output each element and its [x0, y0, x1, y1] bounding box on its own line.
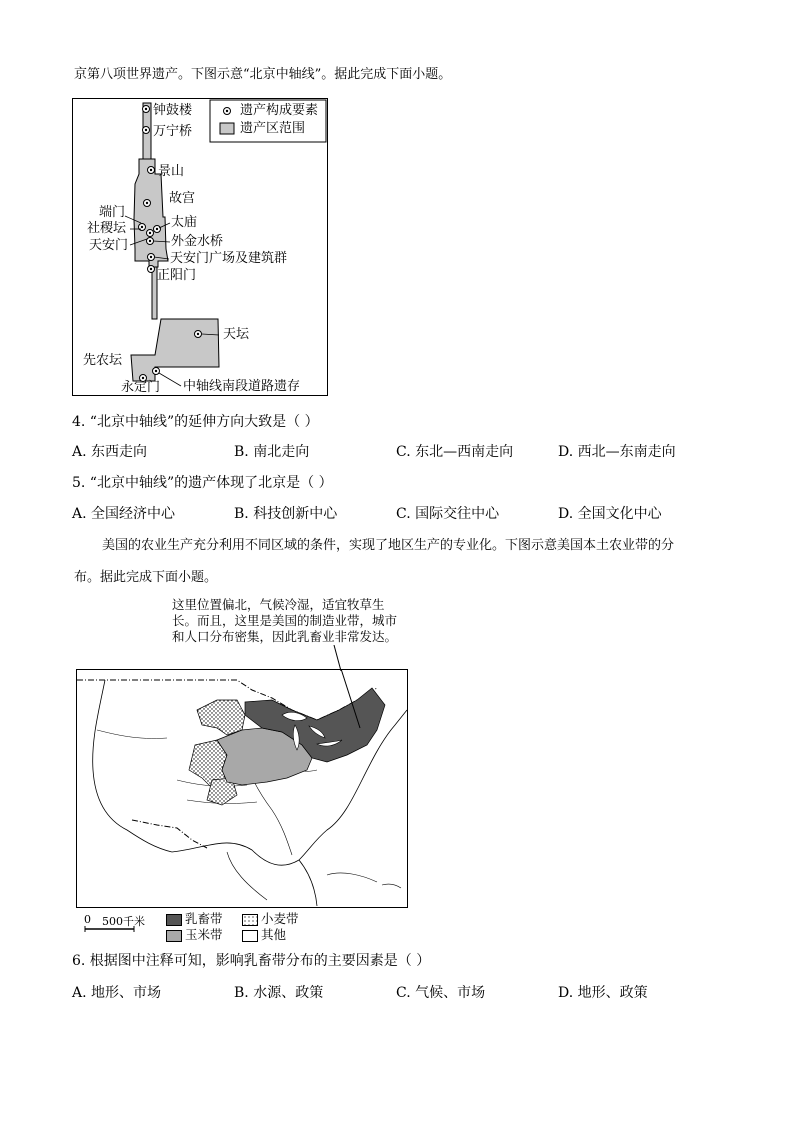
- label-xiannongtan: 先农坛: [83, 353, 123, 368]
- q4-option-c[interactable]: C. 东北—西南走向: [396, 444, 514, 460]
- wheat-swatch: [242, 914, 258, 926]
- legend-other: 其他: [242, 927, 286, 942]
- legend-element-label: 遗产构成要素: [240, 103, 319, 118]
- label-zhengyangmen: 正阳门: [157, 268, 197, 283]
- q5-option-b[interactable]: B. 科技创新中心: [234, 506, 338, 522]
- legend-corn: 玉米带: [166, 927, 223, 942]
- beijing-axis-map: [72, 98, 328, 396]
- label-shejitan: 社稷坛: [87, 221, 127, 236]
- note-line-1: 这里位置偏北，气候冷湿，适宜牧草生: [172, 597, 385, 612]
- label-tiantan: 天坛: [223, 327, 250, 342]
- q5-option-c[interactable]: C. 国际交往中心: [396, 506, 500, 522]
- q4-stem: 4. “北京中轴线”的延伸方向大致是（ ）: [72, 414, 319, 430]
- scale-value: 500千米: [102, 915, 145, 928]
- label-duanmen: 端门: [99, 205, 126, 220]
- q6-option-a[interactable]: A. 地形、市场: [72, 985, 162, 1001]
- label-wanningqiao: 万宁桥: [153, 124, 193, 139]
- q6-option-d[interactable]: D. 地形、政策: [558, 985, 648, 1001]
- q5-option-d[interactable]: D. 全国文化中心: [558, 506, 662, 522]
- label-guangchang: 天安门广场及建筑群: [170, 251, 288, 266]
- label-nanduan: 中轴线南段道路遗存: [183, 379, 301, 394]
- q6-stem: 6. 根据图中注释可知，影响乳畜带分布的主要因素是（ ）: [72, 953, 431, 969]
- other-swatch: [242, 930, 258, 942]
- intro-text-2a: 美国的农业生产充分利用不同区域的条件，实现了地区生产的专业化。下图示意美国本土农业带的分: [102, 538, 675, 553]
- label-yongdingmen: 永定门: [121, 380, 161, 395]
- q4-option-b[interactable]: B. 南北走向: [234, 444, 310, 460]
- dairy-swatch: [166, 914, 182, 926]
- label-waijinshuiqiao: 外金水桥: [171, 234, 224, 249]
- q5-stem: 5. “北京中轴线”的遗产体现了北京是（ ）: [72, 475, 333, 491]
- legend-wheat: 小麦带: [242, 911, 299, 926]
- intro-text-2b: 布。据此完成下面小题。: [74, 570, 218, 585]
- intro-text-1: 京第八项世界遗产。下图示意“北京中轴线”。据此完成下面小题。: [74, 67, 452, 82]
- corn-swatch: [166, 930, 182, 942]
- q4-option-d[interactable]: D. 西北—东南走向: [558, 444, 676, 460]
- q5-option-a[interactable]: A. 全国经济中心: [72, 506, 176, 522]
- us-agriculture-map: [76, 669, 408, 908]
- us-map-svg: [77, 670, 407, 907]
- label-tiananmen: 天安门: [89, 238, 129, 253]
- scale-zero: 0: [84, 913, 91, 926]
- label-taimiao: 太庙: [171, 215, 198, 230]
- scale-bar: [84, 926, 144, 932]
- legend-area-label: 遗产区范围: [240, 121, 306, 136]
- legend-dairy: 乳畜带: [166, 911, 223, 926]
- q6-option-b[interactable]: B. 水源、政策: [234, 985, 324, 1001]
- q4-option-a[interactable]: A. 东西走向: [72, 444, 148, 460]
- label-jingshan: 景山: [158, 164, 185, 179]
- dairy-annotation: [172, 597, 412, 645]
- q6-option-c[interactable]: C. 气候、市场: [396, 985, 486, 1001]
- note-line-3: 和人口分布密集，因此乳畜业非常发达。: [172, 629, 398, 644]
- note-line-2: 长。而且，这里是美国的制造业带，城市: [172, 613, 398, 628]
- label-zhonggulou: 钟鼓楼: [153, 103, 193, 118]
- annotation-pointer: [330, 645, 350, 671]
- label-gugong: 故宫: [169, 191, 196, 206]
